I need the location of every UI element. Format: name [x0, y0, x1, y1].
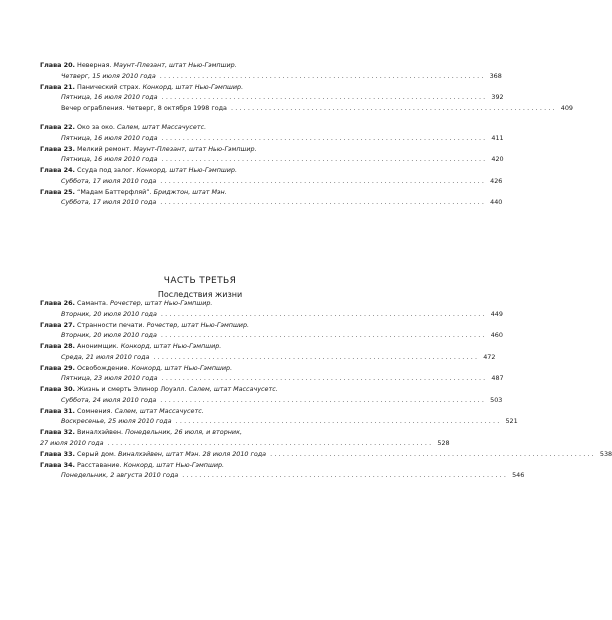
chapter-date: Суббота, 24 июля 2010 года [61, 395, 157, 404]
chapter-number: Глава 34. [40, 460, 75, 469]
page-number: 392 [491, 93, 504, 101]
chapter-title: Странности печати. [77, 320, 145, 329]
chapter-place: Салем, штат Массачусетс. [114, 406, 204, 415]
toc-entry [40, 298, 503, 320]
toc-entry [40, 363, 504, 385]
chapter-date: Вторник, 20 июля 2010 года [61, 309, 157, 318]
chapter-place: Салем, штат Массачусетс. [188, 385, 278, 393]
chapter-date: Четверг, 15 июля 2010 года [61, 71, 156, 80]
page-number: 503 [490, 395, 503, 404]
chapter-date: Пятница, 23 июля 2010 года [61, 374, 158, 382]
subentry-text: Вечер ограбления. Четверг, 8 октября 1998 года [61, 104, 227, 112]
chapter-date: Пятница, 16 июля 2010 года [61, 155, 158, 163]
page-number: 449 [490, 309, 503, 318]
chapter-number: Глава 24. [40, 166, 75, 174]
chapter-date: Пятница, 16 июля 2010 года [61, 93, 158, 101]
chapter-title: “Мадам Баттерфляй”. [77, 187, 152, 196]
chapter-title: Ссуда под залог. [77, 166, 135, 174]
chapter-date: Суббота, 17 июля 2010 года [61, 176, 157, 185]
chapter-place: Конкорд, штат Нью-Гэмпшир. [142, 82, 244, 91]
leader-dots: ............................................................................. [161, 374, 488, 382]
toc-block-1 [40, 60, 573, 208]
part-subtitle: Последствия жизни [157, 290, 243, 299]
toc-entry [40, 82, 504, 104]
chapter-place: Бриджтон, штат Мэн. [153, 187, 227, 196]
chapter-date: Понедельник, 2 августа 2010 года [61, 471, 179, 479]
chapter-number: Глава 23. [40, 144, 75, 153]
toc-entry [40, 341, 496, 363]
leader-dots: ............................................................................. [160, 309, 487, 318]
chapter-number: Глава 30. [40, 385, 75, 393]
chapter-place: Конкорд, штат Нью-Гэмпшир. [123, 460, 225, 469]
leader-dots: ............................................................................. [161, 93, 488, 101]
chapter-place: Понедельник, 26 июля, и вторник, [125, 428, 242, 436]
chapter-title: Жизнь и смерть Элинор Лоуэлл. [77, 385, 187, 393]
chapter-date: 27 июля 2010 года [40, 438, 104, 447]
page-number: 538 [599, 449, 612, 458]
toc-entry [40, 187, 503, 209]
page-number: 409 [560, 104, 573, 112]
page-number: 420 [491, 155, 504, 163]
leader-dots: ............................................................................. [230, 104, 557, 112]
toc-entry [40, 460, 525, 482]
part-heading [0, 276, 400, 299]
chapter-place: Конкорд, штат Нью-Гэмпшир. [131, 363, 233, 372]
page-number: 440 [490, 198, 503, 206]
chapter-date: Воскресенье, 25 июля 2010 года [61, 417, 172, 425]
chapter-number: Глава 29. [40, 363, 75, 372]
leader-dots: ............................................................................. [160, 198, 487, 206]
chapter-title: Саманта. [77, 299, 108, 307]
chapter-date: Пятница, 16 июля 2010 года [61, 133, 158, 142]
page-number: 368 [489, 71, 502, 80]
page-number: 521 [505, 417, 518, 425]
page-number: 426 [490, 176, 503, 185]
chapter-place: Салем, штат Массачусетс. [116, 123, 207, 131]
leader-dots: ............................................................................. [161, 133, 488, 142]
chapter-title: Освобождение. [77, 363, 130, 372]
chapter-number: Глава 22. [40, 123, 75, 131]
leader-dots: ............................................................................. [159, 71, 486, 80]
chapter-date: Среда, 21 июля 2010 года [61, 352, 150, 361]
page-number: 472 [483, 352, 496, 361]
part-title: ЧАСТЬ ТРЕТЬЯ [163, 276, 237, 286]
leader-dots: ............................................................................. [160, 176, 487, 185]
chapter-title: Око за око. [77, 123, 115, 131]
chapter-number: Глава 33. [40, 449, 75, 458]
toc-entry [40, 320, 503, 342]
toc-entry [40, 406, 518, 428]
chapter-place: Конкорд, штат Нью-Гэмпшир. [136, 166, 238, 174]
chapter-title: Неверная. [77, 61, 112, 69]
chapter-date: Суббота, 17 июля 2010 года [61, 198, 157, 206]
chapter-title: Анонимщик. [77, 342, 119, 350]
leader-dots: ............................................................................. [160, 395, 487, 404]
toc-entry [40, 449, 612, 460]
chapter-place: Рочестер, штат Нью-Гэмпшир. [110, 299, 213, 307]
toc-entry [40, 60, 502, 82]
page-number: 411 [491, 133, 504, 142]
chapter-number: Глава 27. [40, 320, 75, 329]
chapter-number: Глава 31. [40, 406, 75, 415]
page-number: 546 [512, 471, 525, 479]
leader-dots: ............................................................................. [161, 155, 488, 163]
toc-entry [40, 384, 503, 406]
leader-dots: ............................................................................. [107, 438, 434, 447]
toc-entry [40, 165, 503, 187]
leader-dots: ............................................................................. [182, 471, 509, 479]
page-number: 460 [490, 331, 503, 339]
chapter-place: Виналхэйвен, штат Мэн. 28 июля 2010 года [117, 449, 267, 458]
chapter-number: Глава 26. [40, 299, 75, 307]
toc-entry [40, 427, 450, 449]
chapter-title: Мелкий ремонт. [77, 144, 132, 153]
chapter-place: Маунт-Плезант, штат Нью-Гэмпшир. [113, 61, 237, 69]
leader-dots: ............................................................................. [270, 449, 596, 458]
leader-dots: ............................................................................. [153, 352, 480, 361]
chapter-place: Рочестер, штат Нью-Гэмпшир. [146, 320, 250, 329]
chapter-number: Глава 20. [40, 61, 75, 69]
chapter-title: Серый дом. [77, 449, 116, 458]
toc-block-2 [40, 298, 612, 481]
chapter-number: Глава 25. [40, 187, 75, 196]
chapter-place: Конкорд, штат Нью-Гэмпшир. [120, 342, 222, 350]
chapter-number: Глава 32. [40, 428, 75, 436]
chapter-title: Расставание. [77, 460, 122, 469]
toc-entry [40, 144, 504, 166]
chapter-number: Глава 28. [40, 342, 75, 350]
chapter-title: Виналхэйвен. [77, 428, 124, 436]
leader-dots: ............................................................................. [175, 417, 502, 425]
chapter-title: Панический страх. [77, 82, 141, 91]
page-number: 528 [437, 438, 450, 447]
chapter-title: Сомнения. [77, 406, 113, 415]
toc-entry [40, 122, 504, 144]
chapter-date: Вторник, 20 июля 2010 года [61, 331, 157, 339]
leader-dots: ............................................................................. [160, 331, 487, 339]
page-number: 487 [491, 374, 504, 382]
toc-subentry [40, 103, 573, 122]
chapter-number: Глава 21. [40, 82, 75, 91]
chapter-place: Маунт-Плезант, штат Нью-Гэмпшир. [133, 144, 257, 153]
